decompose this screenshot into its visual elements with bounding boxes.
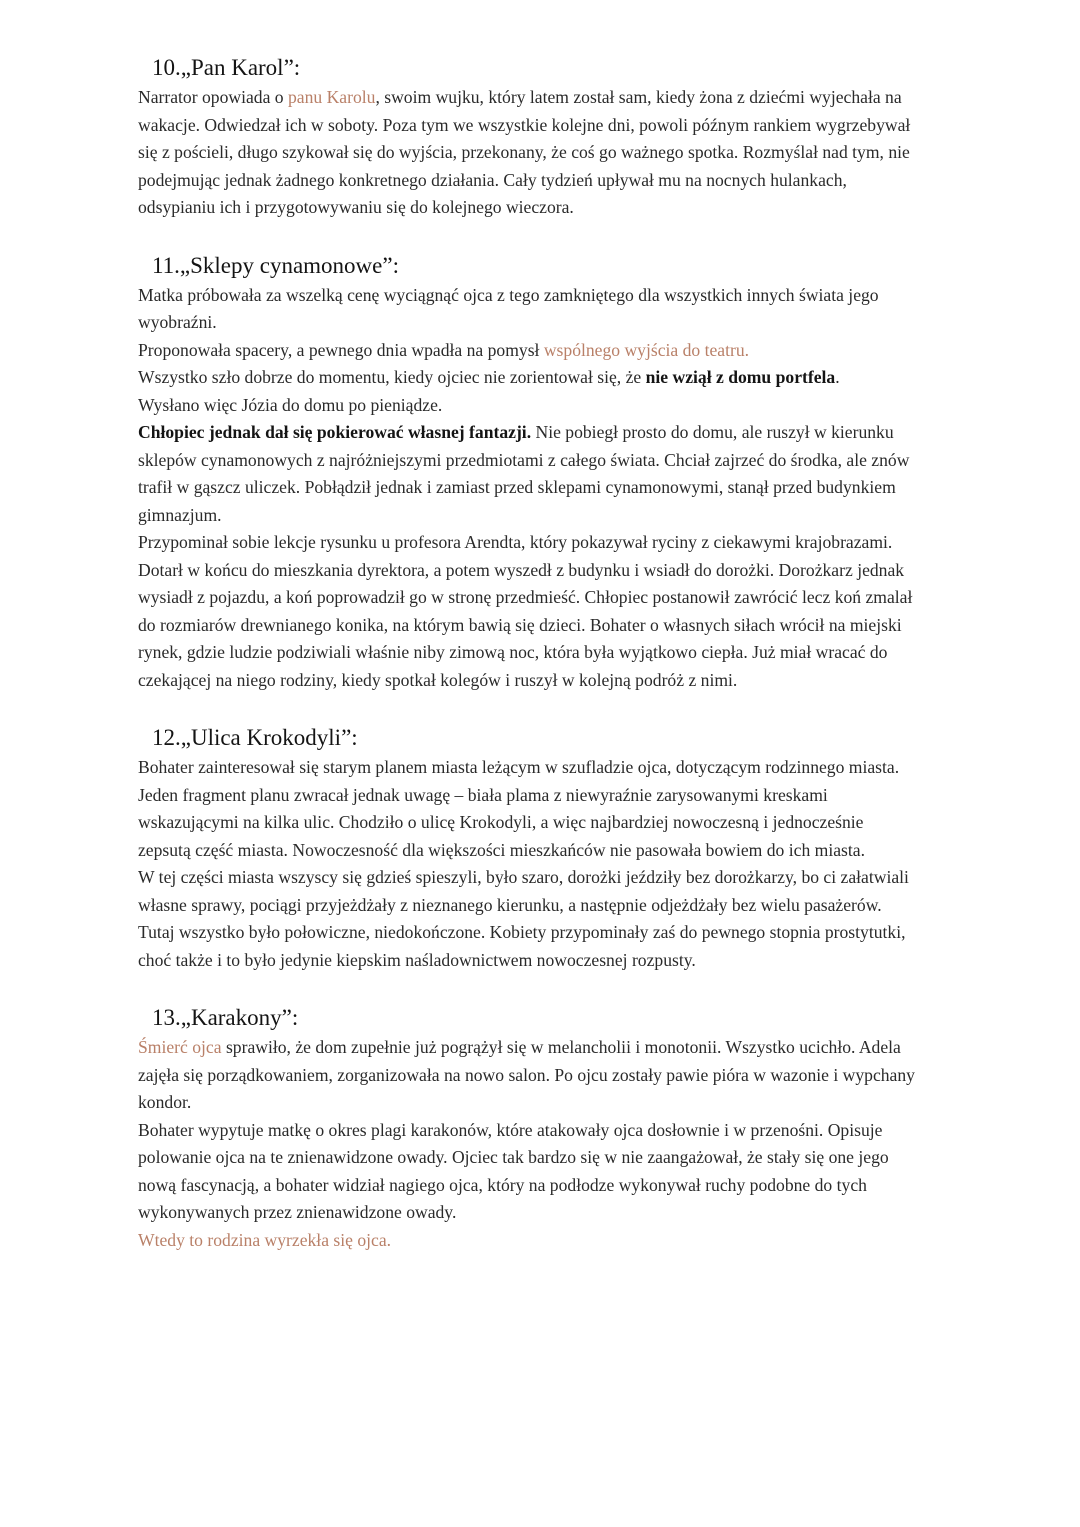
paragraph — [138, 392, 918, 420]
paragraph — [138, 529, 918, 694]
section-heading: 13.„Karakony”: — [152, 1005, 299, 1030]
paragraph — [138, 754, 918, 864]
text-run: Wszystko szło dobrze do momentu, kiedy ojciec nie zorientował się, że — [138, 367, 646, 387]
bold-text: nie wziął z domu portfela — [645, 367, 836, 387]
text-run: Wysłano więc Józia do domu po pieniądze. — [138, 394, 443, 415]
section-13 — [138, 1002, 918, 1254]
highlighted-text: Wtedy to rodzina wyrzekła się ojca. — [138, 1229, 392, 1250]
text-run: Proponowała spacery, a pewnego dnia wpadła na pomysł — [138, 339, 544, 360]
text-run: Matka próbowała za wszelką cenę wyciągnąć ojca z tego zamkniętego dla wszystkich innych świata jego wyobraźni. — [138, 284, 879, 332]
text-run: Bohater wypytuje matkę o okres plagi karakonów, które atakowały ojca dosłownie i w przenośni. Opisuje polowanie ojca na te znienawidzone owady. Ojciec tak bardzo się w nie zaangażował, że stały się one jego nową fascynacją, a bohater widział nagiego ojca, który na podłodze wykonywał ruchy podobne do tych wykonywanych przez znienawidzone owady. — [138, 1119, 889, 1222]
section-heading: 11.„Sklepy cynamonowe”: — [152, 252, 399, 278]
text-run: . — [835, 367, 840, 387]
paragraph — [138, 1227, 918, 1255]
section-10 — [138, 52, 918, 222]
text-run: Bohater zainteresował się starym planem miasta leżącym w szufladzie ojca, dotyczącym rodzinnego miasta. Jeden fragment planu zwracał jednak uwagę – biała plama z niewyraźnie zarysowanymi kreskami wskazującymi na kilka ulic. Chodziło o ulicę Krokodyli, a więc najbardziej nowoczesną i jednocześnie zepsutą część miasta. Nowoczesność dla większości mieszkańców nie pasowała bowiem do ich miasta. — [138, 757, 900, 860]
paragraph — [138, 1117, 918, 1227]
paragraph — [138, 337, 918, 365]
paragraph — [138, 1034, 918, 1117]
text-run: Nie pobiegł prosto do domu, ale ruszył w kierunku sklepów cynamonowych z najróżniejszymi przedmiotami z całego świata. Chciał zajrzeć do środka, ale znów trafił w gąszcz uliczek. Pobłądził jednak i zamiast przed sklepami cynamonowymi, stanął przed budynkiem gimnazjum. — [138, 422, 910, 525]
text-run: W tej części miasta wszyscy się gdzieś spieszyli, było szaro, dorożki jeździły bez dorożkarzy, bo ci załatwiali własne sprawy, pociągi przyjeżdżały z nieznanego kierunku, a następnie odjeżdżały bez wielu pasażerów. Tutaj wszystko było połowiczne, niedokończone. Kobiety przypominały zaś do pewnego stopnia prostytutki, choć także i to było jedynie kiepskim naśladownictwem nowoczesnej rozpusty. — [138, 867, 909, 970]
text-run: sprawiło, że dom zupełnie już pogrążył się w melancholii i monotonii. Wszystko ucichło. Adela zajęła się porządkowaniem, zorganizowała na nowo salon. Po ojcu zostały pawie pióra w wazonie i wypchany kondor. — [138, 1037, 915, 1112]
paragraph — [138, 282, 918, 337]
section-heading: 10.„Pan Karol”: — [152, 55, 301, 80]
section-12 — [138, 722, 918, 974]
section-heading: 12.„Ulica Krokodyli”: — [152, 725, 358, 750]
paragraph — [138, 364, 918, 392]
text-run: Narrator opowiada o — [138, 87, 288, 107]
section-11 — [138, 250, 918, 695]
highlighted-text: Śmierć ojca — [138, 1037, 222, 1057]
bold-text: Chłopiec jednak dał się pokierować własnej fantazji. — [138, 422, 532, 442]
document-page — [138, 52, 918, 1282]
highlighted-text: panu Karolu — [287, 87, 376, 107]
highlighted-text: wspólnego wyjścia do teatru. — [543, 339, 750, 360]
paragraph — [138, 419, 918, 529]
paragraph — [138, 84, 918, 222]
text-run: , swoim wujku, który latem został sam, kiedy żona z dziećmi wyjechała na wakacje. Odwiedzał ich w soboty. Poza tym we wszystkie kolejne dni, powoli późnym rankiem wygrzebywał się z pościeli, długo szykował się do wyjścia, przekonany, że coś go ważnego spotka. Rozmyślał nad tym, nie podejmując jednak żadnego konkretnego działania. Cały tydzień upływał mu na nocnych hulankach, odsypianiu ich i przygotowywaniu się do kolejnego wieczora. — [138, 87, 911, 217]
paragraph — [138, 864, 918, 974]
text-run: Przypominał sobie lekcje rysunku u profesora Arendta, który pokazywał ryciny z ciekawymi krajobrazami. Dotarł w końcu do mieszkania dyrektora, a potem wyszedł z budynku i wsiadł do dorożki. Dorożkarz jednak wysiadł z pojazdu, a koń poprowadził go w stronę przedmieść. Chłopiec postanowił zawrócić lecz koń zmalał do rozmiarów drewnianego konika, na którym bawią się dzieci. Bohater o własnych siłach wrócił na miejski rynek, gdzie ludzie podziwiali właśnie niby zimową noc, która była wyjątkowo ciepła. Już miał wracać do czekającej na niego rodziny, kiedy spotkał kolegów i ruszył w kolejną podróż z nimi. — [138, 532, 913, 690]
